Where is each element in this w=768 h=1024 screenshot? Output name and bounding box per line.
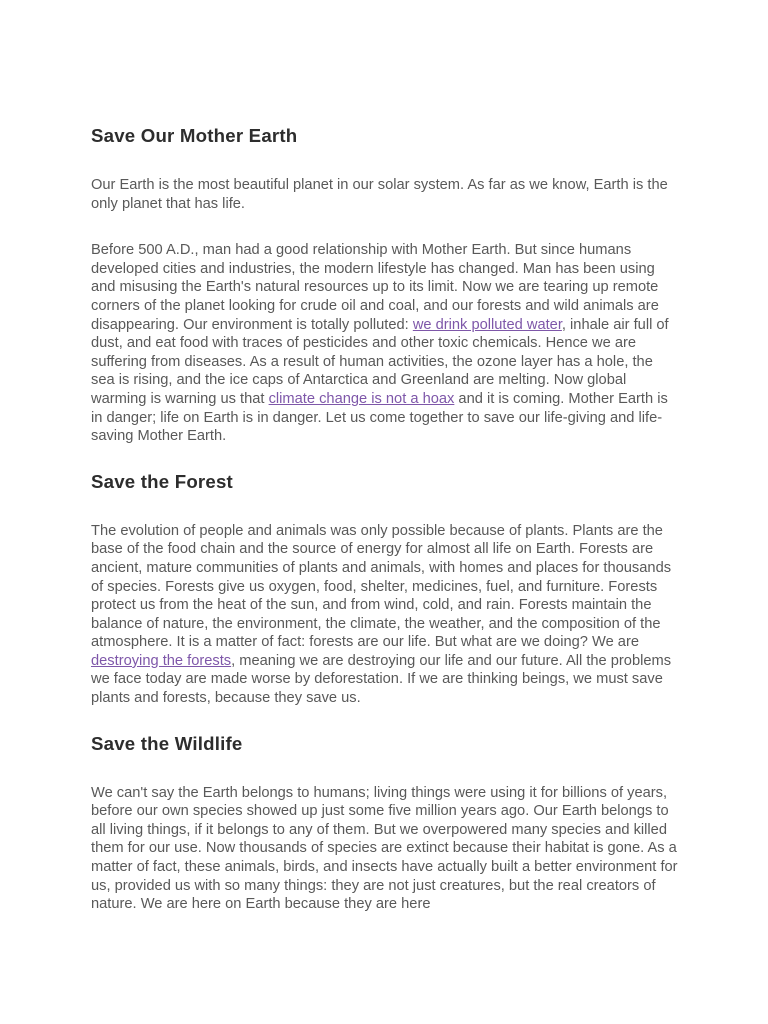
hyperlink[interactable]: destroying the forests — [91, 652, 232, 669]
text-run: Before 500 A.D., man had a good relationship with Mother Earth. But since humans developed cities and industries, the modern lifestyle has changed. Man has been using and misusing the Earth's natural resources up to its limit. Now we are tearing up remote corners of the planet looking for crude oil and coal, and our forests and wild animals are disappearing. Our environment is totally polluted: — [91, 242, 659, 333]
paragraphs — [91, 522, 678, 708]
section-save-the-wildlife — [91, 732, 678, 914]
text-run: , inhale air full of dust, and eat food with traces of pesticides and other toxic chemicals. Hence we are suffering from diseases. As a result of human activities, the ozone layer has a hole, the sea is rising, and the ice caps of Antarctica and Greenland are melting. Now global warming is warning us that — [91, 316, 669, 407]
paragraph — [91, 176, 678, 213]
text-run: Our Earth is the most beautiful planet in our solar system. As far as we know, Earth is the only planet that has life. — [91, 177, 668, 212]
section-heading: Save Our Mother Earth — [91, 125, 298, 146]
text-run: We can't say the Earth belongs to humans; living things were using it for billions of years, before our own species showed up just some five million years ago. Our Earth belongs to all living things, if it belongs to any of them. But we overpowered many species and killed them for our use. Now thousands of species are extinct because their habitat is gone. As a matter of fact, these animals, birds, and insects have actually built a better environment for us, provided us with so many things: they are not just creatures, but the real creators of nature. We are here on Earth because they are here — [91, 784, 678, 913]
paragraph — [91, 784, 678, 914]
paragraphs — [91, 784, 678, 914]
text-run: The evolution of people and animals was only possible because of plants. Plants are the base of the food chain and the source of energy for almost all life on Earth. Forests are ancient, mature communities of plants and animals, with homes and places for thousands of species. Forests give us oxygen, food, shelter, medicines, fuel, and furniture. Forests protect us from the heat of the sun, and from wind, cold, and rain. Forests maintain the balance of nature, the environment, the climate, the weather, and the composition of the atmosphere. It is a matter of fact: forests are our life. But what are we doing? We are — [91, 522, 672, 651]
hyperlink[interactable]: we drink polluted water — [412, 316, 562, 333]
section-heading: Save the Forest — [91, 470, 233, 492]
section-heading: Save the Wildlife — [91, 732, 243, 754]
hyperlink[interactable]: climate change is not a hoax — [268, 390, 455, 407]
paragraphs — [91, 176, 678, 446]
section-save-our-mother-earth — [91, 124, 678, 446]
section-save-the-forest — [91, 470, 678, 708]
text-run: and it is coming. Mother Earth is in danger; life on Earth is in danger. Let us come together to save our life-giving and life-saving Mother Earth. — [91, 390, 668, 445]
paragraph — [91, 522, 678, 708]
text-run: , meaning we are destroying our life and our future. All the problems we face today are made worse by deforestation. If we are thinking beings, we must save plants and forests, because they save us. — [91, 652, 672, 707]
paragraph — [91, 241, 678, 446]
